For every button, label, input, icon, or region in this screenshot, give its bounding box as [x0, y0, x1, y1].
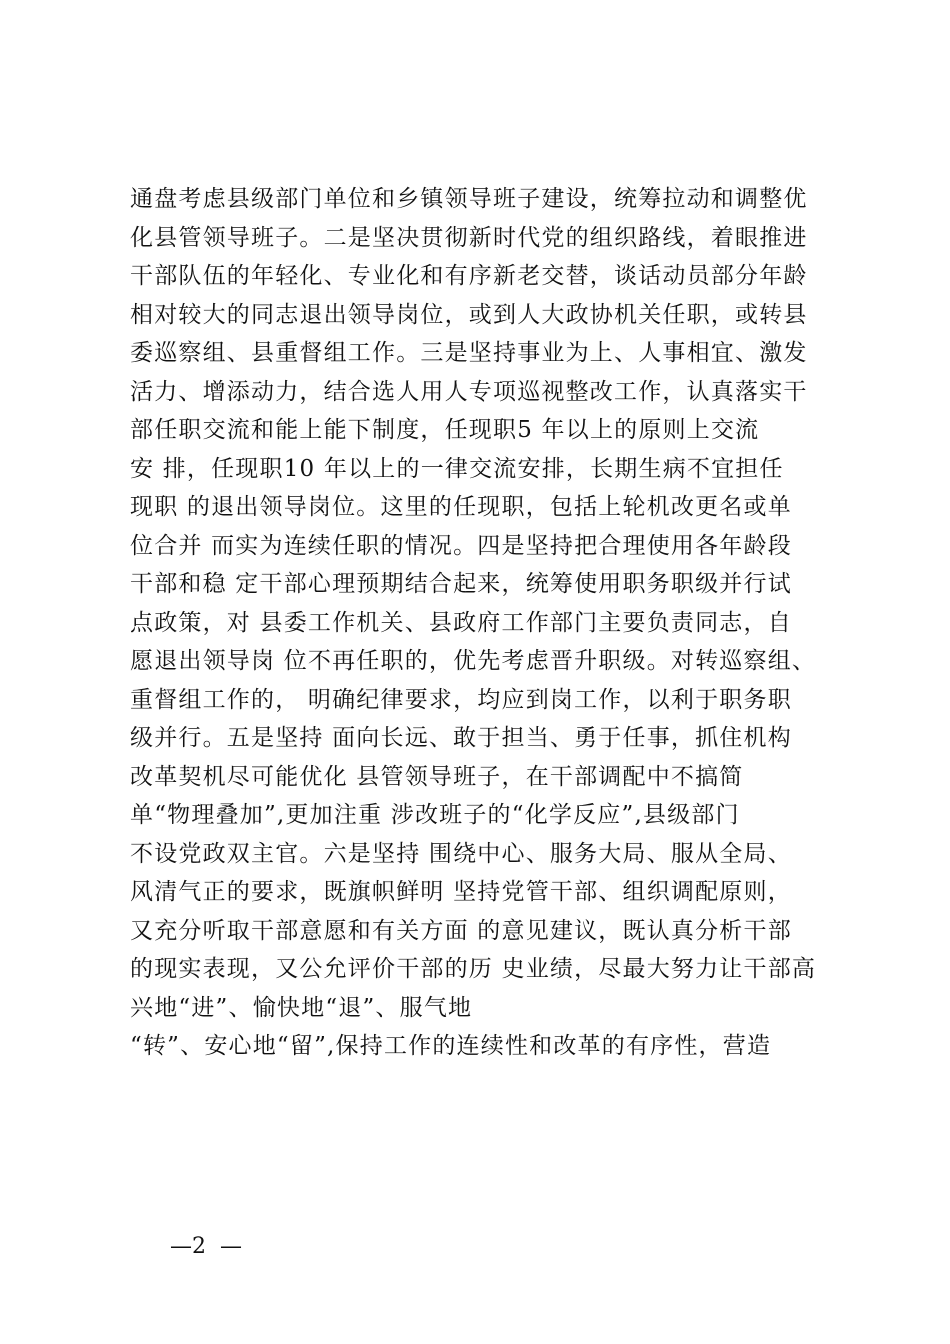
- text-line: 改革契机尽可能优化 县管领导班子，在干部调配中不搞简: [130, 763, 744, 790]
- body-text: [130, 180, 850, 1066]
- text-line: 通盘考虑县级部门单位和乡镇领导班子建设，统筹拉动和调整优: [130, 186, 808, 212]
- text-line: 安 排，任现职10 年以上的一律交流安排，长期生病不宜担任: [130, 455, 784, 482]
- text-line: 重督组工作的， 明确纪律要求，均应到岗工作，以利于职务职: [130, 686, 792, 713]
- text-line: 干部和稳 定干部心理预期结合起来，统筹使用职务职级并行试: [130, 571, 792, 597]
- text-line: 位合并 而实为连续任职的情况。四是坚持把合理使用各年龄段: [130, 532, 792, 559]
- text-line: 委巡察组、县重督组工作。三是坚持事业为上、人事相宜、激发: [130, 340, 808, 366]
- page-number: —2 —: [170, 1234, 242, 1259]
- text-line: 不设党政双主官。六是坚持 围绕中心、服务大局、服从全局、: [130, 840, 792, 867]
- text-line: 又充分听取干部意愿和有关方面 的意见建议，既认真分析干部: [130, 917, 792, 944]
- text-line: 点政策，对 县委工作机关、县政府工作部门主要负责同志，自: [130, 609, 792, 636]
- text-line: 部任职交流和能上能下制度，任现职5 年以上的原则上交流: [130, 417, 760, 443]
- text-line: 干部队伍的年轻化、专业化和有序新老交替，谈话动员部分年龄: [130, 263, 808, 289]
- text-line: 兴地“进”、愉快地“退”、服气地: [130, 994, 473, 1021]
- text-line: 化县管领导班子。二是坚决贯彻新时代党的组织路线，着眼推进: [130, 224, 808, 251]
- text-line: 级并行。五是坚持 面向长远、敢于担当、勇于任事，抓住机构: [130, 725, 792, 751]
- text-line: 相对较大的同志退出领导岗位，或到人大政协机关任职，或转县: [130, 301, 808, 328]
- text-line: 现职 的退出领导岗位。这里的任现职，包括上轮机改更名或单: [130, 494, 792, 520]
- text-line: 风清气正的要求，既旗帜鲜明 坚持党管干部、组织调配原则，: [130, 879, 792, 905]
- text-line: “转”、安心地“留”,保持工作的连续性和改革的有序性，营造: [130, 1033, 772, 1059]
- text-line: 愿退出领导岗 位不再任职的，优先考虑晋升职级。对转巡察组、: [130, 648, 817, 674]
- text-line: 单“物理叠加”,更加注重 涉改班子的“化学反应”,县级部门: [130, 802, 740, 828]
- text-line: 的现实表现，又公允评价干部的历 史业绩，尽最大努力让干部高: [130, 956, 817, 982]
- text-line: 活力、增添动力，结合选人用人专项巡视整改工作，认真落实干: [130, 378, 808, 405]
